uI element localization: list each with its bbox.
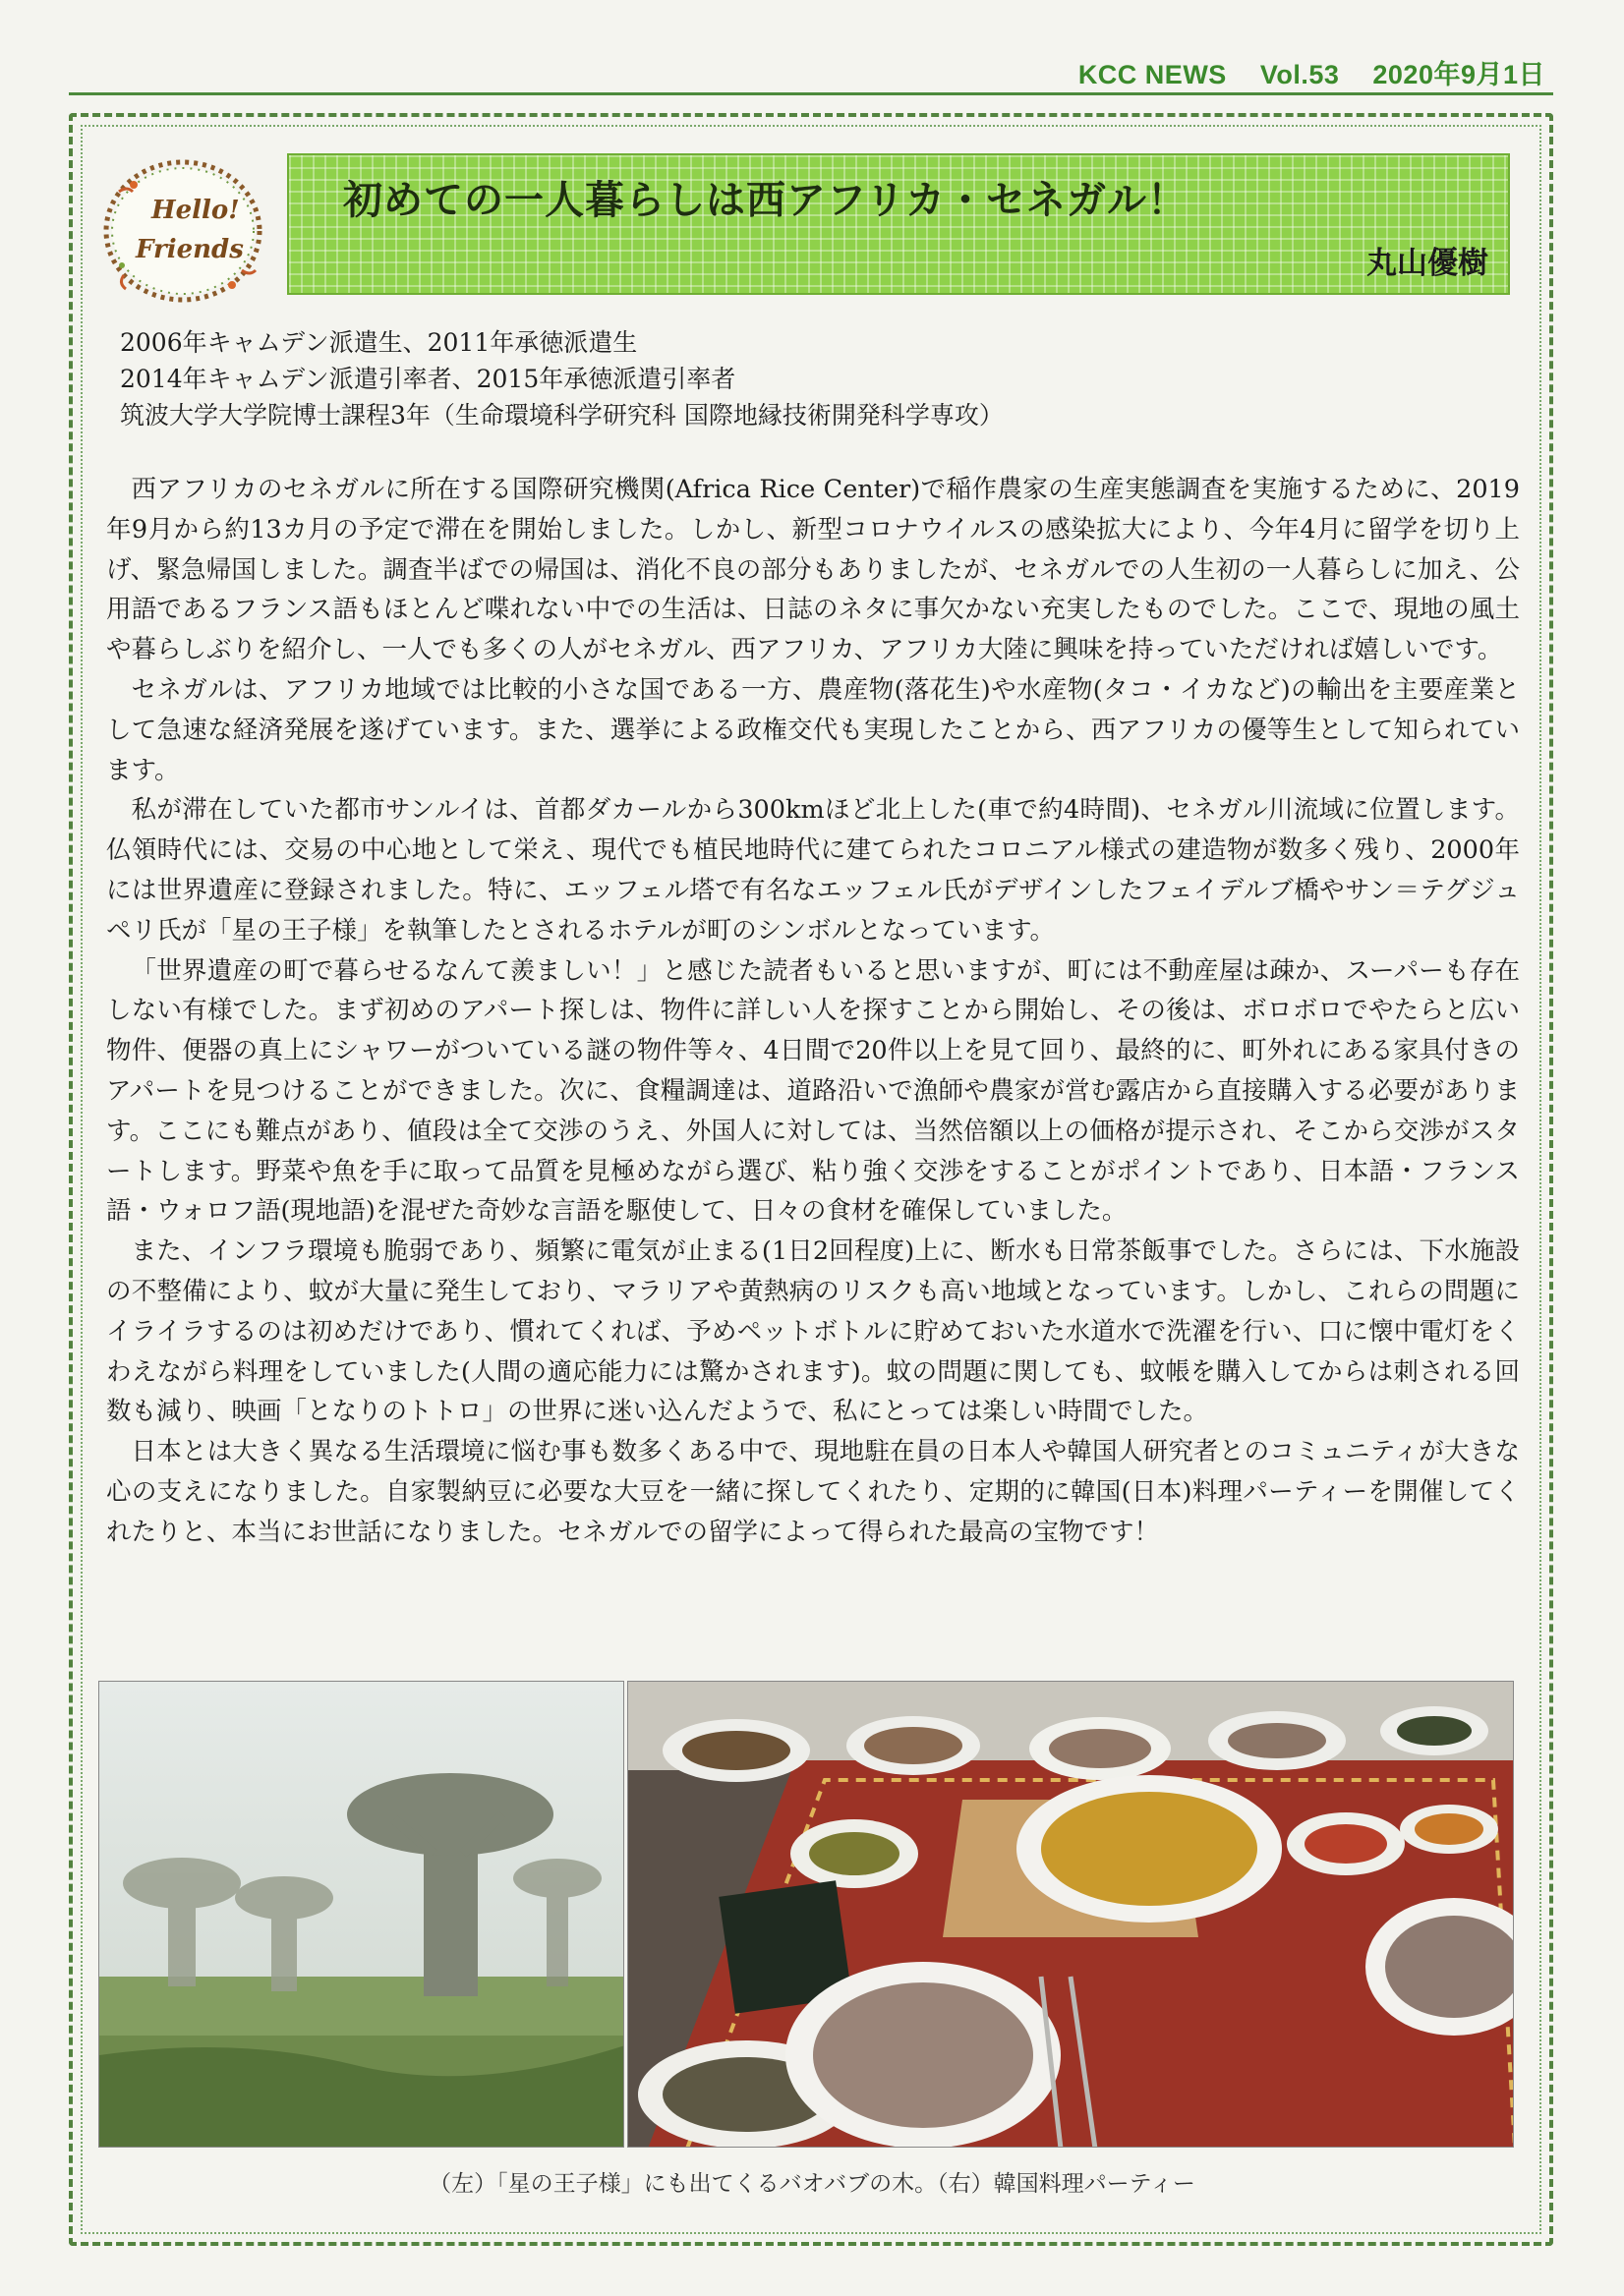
korean-party-photo [627, 1681, 1514, 2148]
issue-date: 2020年9月1日 [1372, 60, 1545, 89]
page-header [69, 47, 1553, 95]
paragraph: また、インフラ環境も脆弱であり、頻繁に電気が止まる(1日2回程度)上に、断水も日常茶飯事でした。さらには、下水施設の不整備により、蚊が大量に発生しており、マラリアや黄熱病のリスクも高い地域となっています。しかし、これらの問題にイライラするのは初めだけであり、慣れてくれば、予めペットボトルに貯めておいた水道水で洗濯を行い、口に懐中電灯をくわえながら料理をしていました(人間の適応能力には驚かされます)。蚊の問題に関しても、蚊帳を購入してからは刺される回数も減り、映画「となりのトトロ」の世界に迷い込んだようで、私にとっては楽しい時間でした。 [106, 1236, 1520, 1427]
profile-line: 2006年キャムデン派遣生、2011年承徳派遣生 [120, 328, 638, 357]
article-body [106, 470, 1520, 1553]
badge-line1: Hello! [151, 196, 240, 225]
photo-row [98, 1681, 1514, 2148]
badge-line2: Friends [136, 235, 244, 264]
article-title: 初めての一人暮らしは西アフリカ・セネガル！ [343, 178, 1188, 223]
profile-line: 2014年キャムデン派遣引率者、2015年承徳派遣引率者 [120, 365, 736, 393]
paragraph: 「世界遺産の町で暮らせるなんて羨ましい！」と感じた読者もいると思いますが、町には不動産屋は疎か、スーパーも存在しない有様でした。まず初めのアパート探しは、物件に詳しい人を探すことから開始し、その後は、ボロボロでやたらと広い物件、便器の真上にシャワーがついている謎の物件等々、4日間で20件以上を見て回り、最終的に、町外れにある家具付きのアパートを見つけることができました。次に、食糧調達は、道路沿いで漁師や農家が営む露店から直接購入する必要があります。ここにも難点があり、値段は全て交渉のうえ、外国人に対しては、当然倍額以上の価格が提示され、そこから交渉がスタートします。野菜や魚を手に取って品質を見極めながら選び、粘り強く交渉をすることがポイントであり、日本語・フランス語・ウォロフ語(現地語)を混ぜた奇妙な言語を駆使して、日々の食材を確保していました。 [106, 955, 1520, 1227]
paragraph: 私が滞在していた都市サンルイは、首都ダカールから300kmほど北上した(車で約4時間)、セネガル川流域に位置します。仏領時代には、交易の中心地として栄え、現代でも植民地時代に建てられたコロニアル様式の建造物が数多く残り、2000年には世界遺産に登録されました。特に、エッフェル塔で有名なエッフェル氏がデザインしたフェイデルブ橋やサン＝テグジュペリ氏が「星の王子様」を執筆したとされるホテルが町のシンボルとなっています。 [106, 795, 1520, 946]
profile-line: 筑波大学大学院博士課程3年（生命環境科学研究科 国際地縁技術開発科学専攻） [120, 401, 1004, 430]
photo-caption: （左）「星の王子様」にも出てくるバオバブの木。（右）韓国料理パーティー [429, 2171, 1195, 2197]
hello-friends-badge [94, 147, 271, 315]
paragraph: 西アフリカのセネガルに所在する国際研究機関(Africa Rice Center)で稲作農家の生産実態調査を実施するために、2019年9月から約13カ月の予定で滞在を開始しました。しかし、新型コロナウイルスの感染拡大により、今年4月に留学を切り上げ、緊急帰国しました。調査半ばでの帰国は、消化不良の部分もありましたが、セネガルでの人生初の一人暮らしに加え、公用語であるフランス語もほとんど喋れない中での生活は、日誌のネタに事欠かない充実したものでした。ここで、現地の風土や暮らしぶりを紹介し、一人でも多くの人がセネガル、西アフリカ、アフリカ大陸に興味を持っていただければ嬉しいです。 [106, 475, 1520, 665]
volume-number: Vol.53 [1259, 60, 1340, 89]
author-profile [120, 324, 1496, 433]
article-author: 丸山優樹 [1366, 246, 1488, 281]
baobab-photo [98, 1681, 624, 2148]
paragraph: 日本とは大きく異なる生活環境に悩む事も数多くある中で、現地駐在員の日本人や韓国人研究者とのコミュニティが大きな心の支えになりました。自家製納豆に必要な大豆を一緒に探してくれたり、定期的に韓国(日本)料理パーティーを開催してくれたりと、本当にお世話になりました。セネガルでの留学によって得られた最高の宝物です！ [106, 1437, 1520, 1547]
newsletter-name: KCC NEWS [1077, 60, 1227, 89]
paragraph: セネガルは、アフリカ地域では比較的小さな国である一方、農産物(落花生)や水産物(タコ・イカなど)の輸出を主要産業として急速な経済発展を遂げています。また、選挙による政権交代も実現したことから、西アフリカの優等生として知られています。 [106, 674, 1520, 785]
title-band [287, 153, 1510, 295]
header-info [1053, 53, 1545, 91]
